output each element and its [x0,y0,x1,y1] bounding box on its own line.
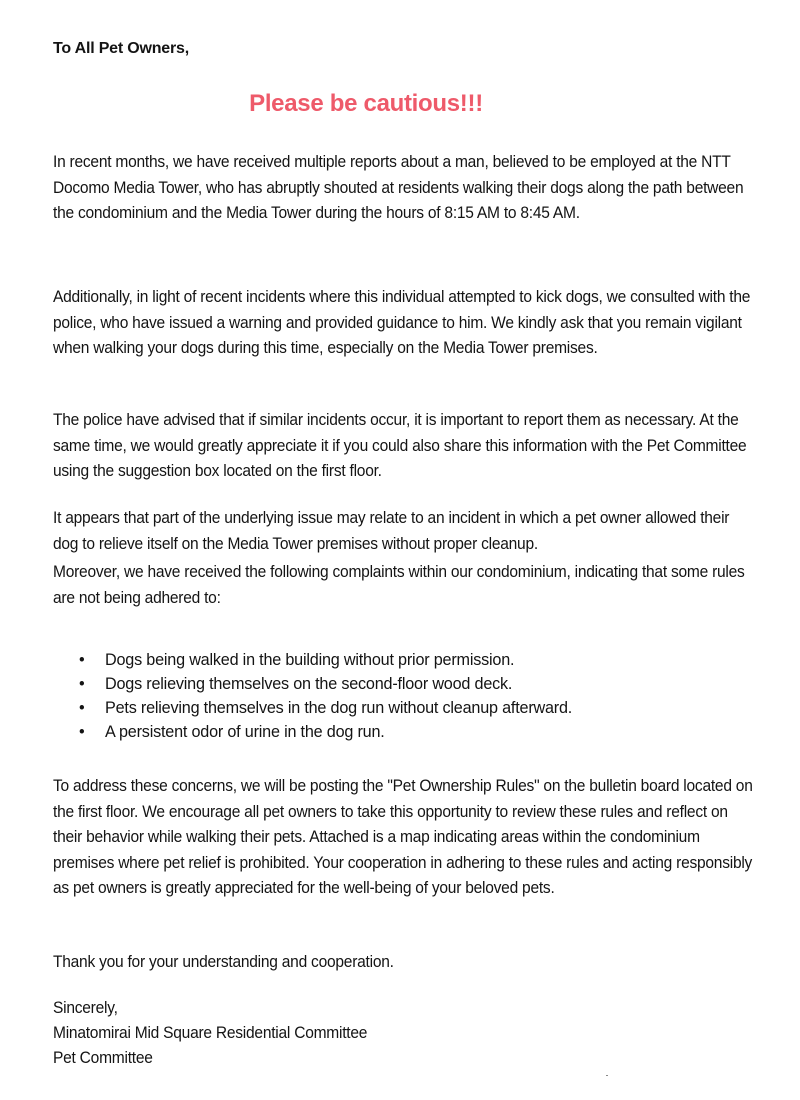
scan-speck [606,1075,608,1076]
paragraph-complaints-intro: Moreover, we have received the following complaints within our condominium, indicating that some rules are not being adhered to: [53,563,745,607]
paragraph-underlying-issue: It appears that part of the underlying issue may relate to an incident in which a pet owner allowed their dog to relieve itself on the Media Tower premises without proper cleanup. [53,509,730,553]
complaint-text: Dogs relieving themselves on the second-floor wood deck. [105,675,513,693]
list-item [75,696,572,720]
list-item [75,648,572,672]
paragraph-reports: In recent months, we have received multiple reports about a man, believed to be employed at the NTT Docomo Media Tower, who has abruptly shouted at residents walking their dogs along the path between the condominium and the Media Tower during the hours of 8:15 AM to 8:45 AM. [53,153,744,222]
valediction: Sincerely, [53,999,118,1017]
paragraph-rules-posting: To address these concerns, we will be posting the "Pet Ownership Rules" on the bulletin board located on the first floor. We encourage all pet owners to take this opportunity to review these rules and reflect on their behavior while walking their pets. Attached is a map indicating areas within the condominium premises where pet relief is prohibited. Your cooperation in adhering to these rules and acting responsibly as pet owners is greatly appreciated for the well-being of your beloved pets. [53,777,753,897]
list-item [75,672,572,696]
signature-block [53,996,367,1071]
complaints-list [75,648,572,744]
complaint-text: Pets relieving themselves in the dog run without cleanup afterward. [105,699,573,717]
complaint-text: A persistent odor of urine in the dog run. [105,723,385,741]
complaint-text: Dogs being walked in the building without prior permission. [105,651,515,669]
bullet-icon: • [79,675,85,693]
warning-title: Please be cautious!!! [249,90,483,117]
signature-committee: Pet Committee [53,1049,153,1067]
bullet-icon: • [79,723,85,741]
list-item [75,720,572,744]
bullet-icon: • [79,651,85,669]
paragraph-reporting-advice: The police have advised that if similar incidents occur, it is important to report them as necessary. At the same time, we would greatly appreciate it if you could also share this information with the Pet Committee using the suggestion box located on the first floor. [53,411,747,480]
paragraph-thanks: Thank you for your understanding and cooperation. [53,953,394,971]
salutation: To All Pet Owners, [53,40,189,57]
paragraph-police-warning: Additionally, in light of recent incidents where this individual attempted to kick dogs, we consulted with the police, who have issued a warning and provided guidance to him. We kindly ask that you remain vigilant when walking your dogs during this time, especially on the Media Tower premises. [53,288,751,357]
signature-organization: Minatomirai Mid Square Residential Committee [53,1024,368,1042]
bullet-icon: • [79,699,85,717]
